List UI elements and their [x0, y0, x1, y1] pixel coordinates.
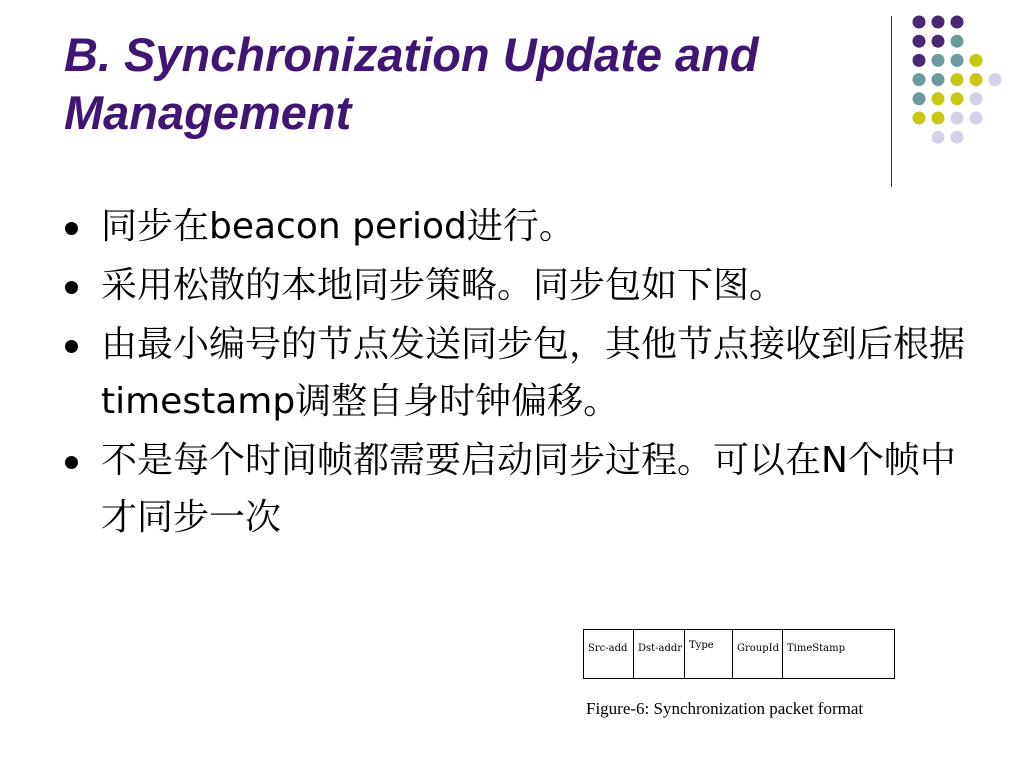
decor-dot-yellow: [951, 73, 964, 86]
packet-format-table: [583, 629, 895, 679]
decor-dot-purple: [913, 35, 926, 48]
title-divider-line: [891, 16, 892, 187]
field-group-id: GroupId: [733, 630, 783, 678]
decor-dot-purple: [913, 16, 926, 29]
decor-dot-teal: [913, 92, 926, 105]
bullet-dot-icon: [65, 456, 78, 469]
bullet-text-4: 不是每个时间帧都需要启动同步过程。可以在N个帧中才同步一次: [101, 440, 956, 538]
decor-dot-lavender: [970, 92, 983, 105]
bullet-item-3: [64, 316, 967, 430]
decor-dot-lavender: [932, 131, 945, 144]
title-line-1: B. Synchronization Update and: [64, 28, 759, 81]
decor-dot-yellow: [970, 54, 983, 67]
bullet-dot-icon: [65, 281, 78, 294]
bullet-text-3: 由最小编号的节点发送同步包，其他节点接收到后根据timestamp调整自身时钟偏移。: [101, 324, 966, 422]
decor-dot-purple: [913, 54, 926, 67]
decor-dot-yellow: [932, 92, 945, 105]
decor-dot-lavender: [951, 112, 964, 125]
bullet-list: [64, 198, 984, 548]
bullet-item-1: [64, 198, 967, 255]
decor-dot-yellow: [951, 92, 964, 105]
field-timestamp: TimeStamp: [787, 643, 845, 654]
decor-dot-lavender: [951, 131, 964, 144]
bullet-text-2: 采用松散的本地同步策略。同步包如下图。: [101, 265, 786, 306]
decor-dot-purple: [932, 16, 945, 29]
decor-dot-lavender: [970, 112, 983, 125]
bullet-item-4: [64, 432, 967, 546]
decor-dot-yellow: [913, 112, 926, 125]
title-line-2: Management: [64, 86, 352, 139]
decor-dot-teal: [951, 54, 964, 67]
bullet-text-1: 同步在beacon period进行。: [101, 206, 575, 247]
decor-dot-purple: [951, 16, 964, 29]
field-dst-addr: Dst-addr: [634, 630, 685, 678]
decor-dot-lavender: [989, 73, 1002, 86]
bullet-dot-icon: [65, 222, 78, 235]
slide-title: [64, 26, 884, 142]
field-type: Type: [685, 630, 733, 678]
bullet-item-2: [64, 257, 967, 314]
decor-dot-yellow: [970, 73, 983, 86]
decor-dot-teal: [932, 73, 945, 86]
decor-dot-purple: [932, 35, 945, 48]
decor-dot-yellow: [932, 112, 945, 125]
figure-caption: Figure-6: Synchronization packet format: [586, 699, 864, 718]
field-src-add: Src-add: [584, 630, 634, 678]
decor-dot-teal: [932, 54, 945, 67]
bullet-dot-icon: [65, 340, 78, 353]
decor-dot-teal: [951, 35, 964, 48]
decor-dot-teal: [913, 73, 926, 86]
